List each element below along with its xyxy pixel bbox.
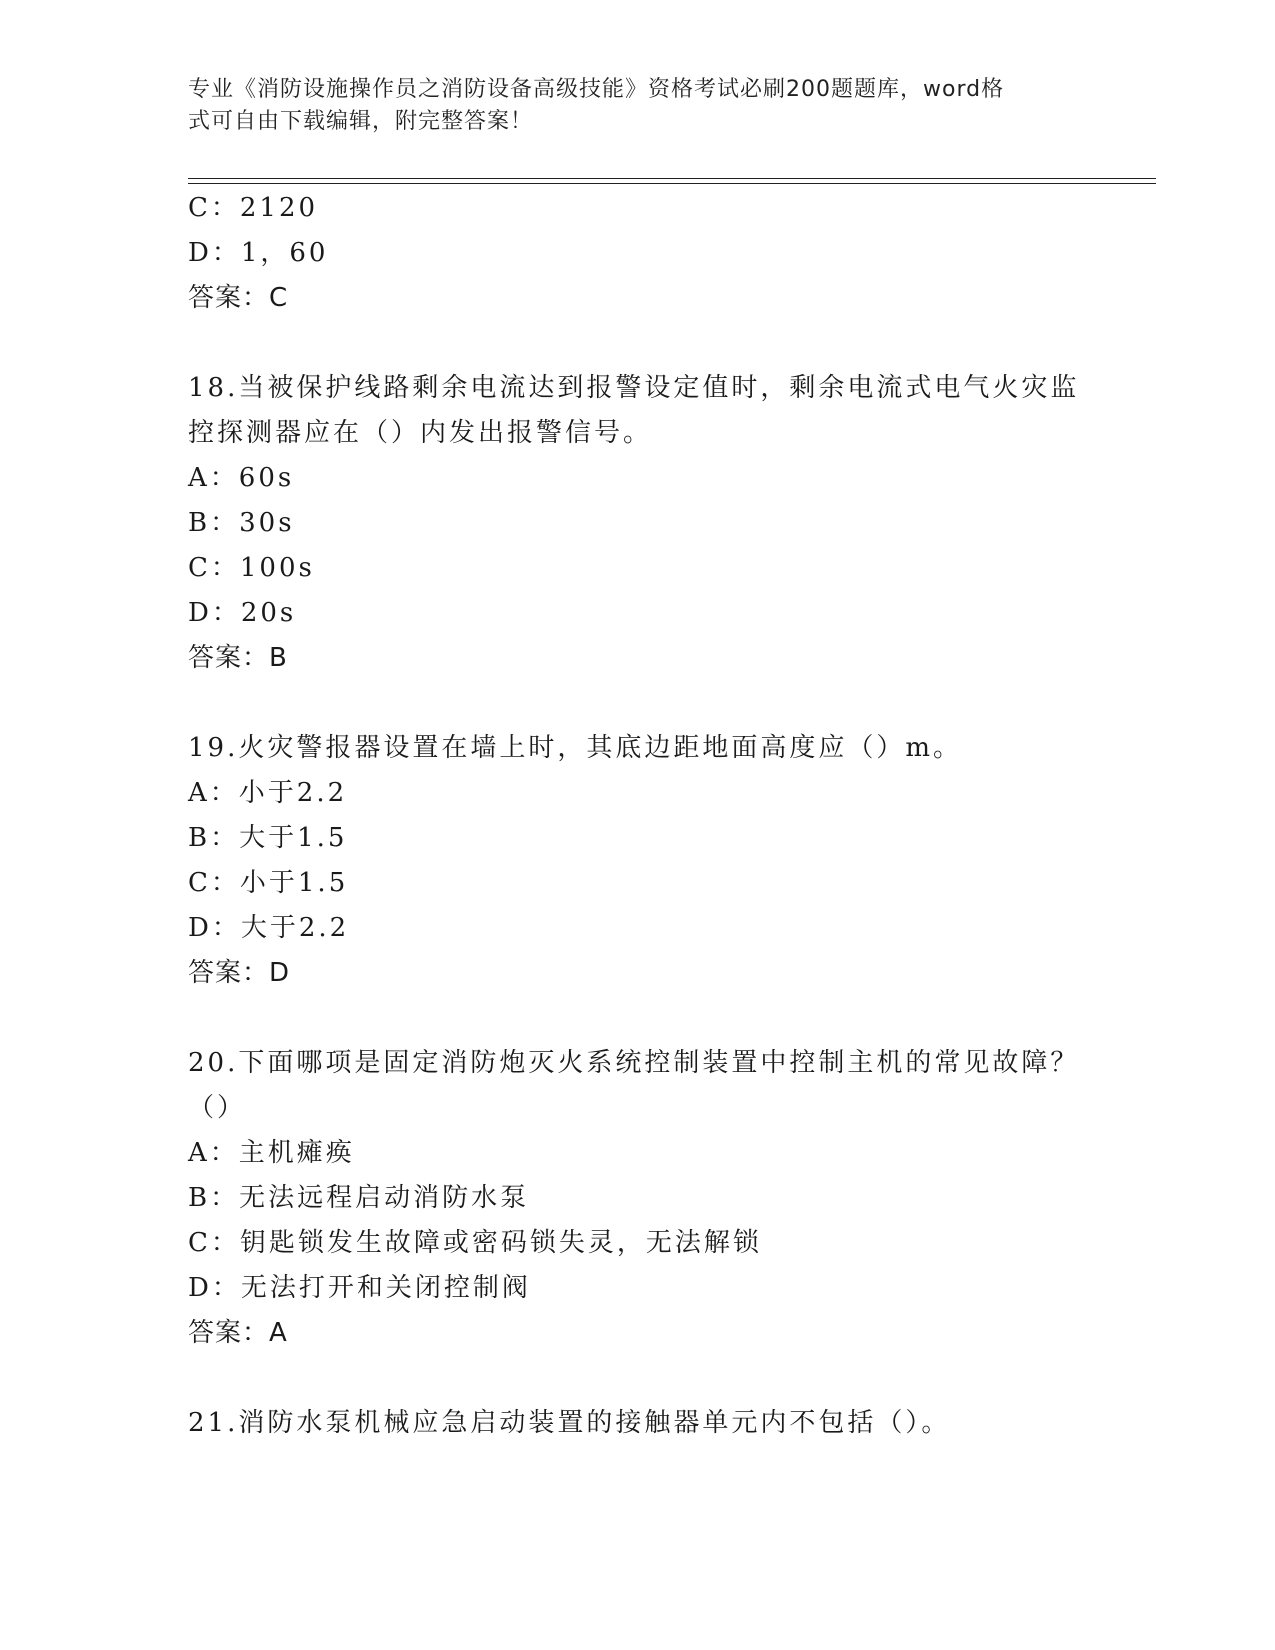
- q19-option-d: D：大于2.2: [188, 913, 350, 943]
- q19-option-c: C：小于1.5: [188, 868, 349, 898]
- q19-answer: 答案：D: [188, 958, 291, 988]
- q18-option-b: B：30s: [188, 508, 295, 538]
- header-divider-bottom: [188, 183, 1156, 184]
- q20-stem-line-1: 20.下面哪项是固定消防炮灭火系统控制装置中控制主机的常见故障？: [188, 1048, 1080, 1078]
- q19-stem-line-1: 19.火灾警报器设置在墙上时，其底边距地面高度应（）m。: [188, 733, 963, 763]
- prev-option-d: D：1，60: [188, 238, 329, 268]
- q19-option-b: B：大于1.5: [188, 823, 348, 853]
- header-divider-top: [188, 178, 1156, 179]
- q20-option-c: C：钥匙锁发生故障或密码锁失灵，无法解锁: [188, 1228, 762, 1258]
- q20-stem-line-2: （）: [188, 1093, 247, 1123]
- q18-option-c: C：100s: [188, 553, 315, 583]
- prev-answer: 答案：C: [188, 283, 289, 313]
- q18-stem-line-1: 18.当被保护线路剩余电流达到报警设定值时，剩余电流式电气火灾监: [188, 373, 1080, 403]
- document-header: [188, 74, 1088, 138]
- header-line-2: 式可自由下载编辑，附完整答案！: [188, 109, 534, 134]
- q18-answer: 答案：B: [188, 643, 288, 673]
- q19-option-a: A：小于2.2: [188, 778, 348, 808]
- q21-stem-line-1: 21.消防水泵机械应急启动装置的接触器单元内不包括（）。: [188, 1408, 951, 1438]
- q18-option-a: A：60s: [188, 463, 295, 493]
- q18-option-d: D：20s: [188, 598, 297, 628]
- q18-stem-line-2: 控探测器应在（）内发出报警信号。: [188, 418, 653, 448]
- q20-option-d: D：无法打开和关闭控制阀: [188, 1273, 531, 1303]
- q20-option-b: B：无法远程启动消防水泵: [188, 1183, 530, 1213]
- header-line-1: 专业《消防设施操作员之消防设备高级技能》资格考试必刷200题题库，word格: [188, 77, 1005, 102]
- q20-answer: 答案：A: [188, 1318, 288, 1348]
- q20-option-a: A：主机瘫痪: [188, 1138, 355, 1168]
- prev-option-c: C：2120: [188, 193, 319, 223]
